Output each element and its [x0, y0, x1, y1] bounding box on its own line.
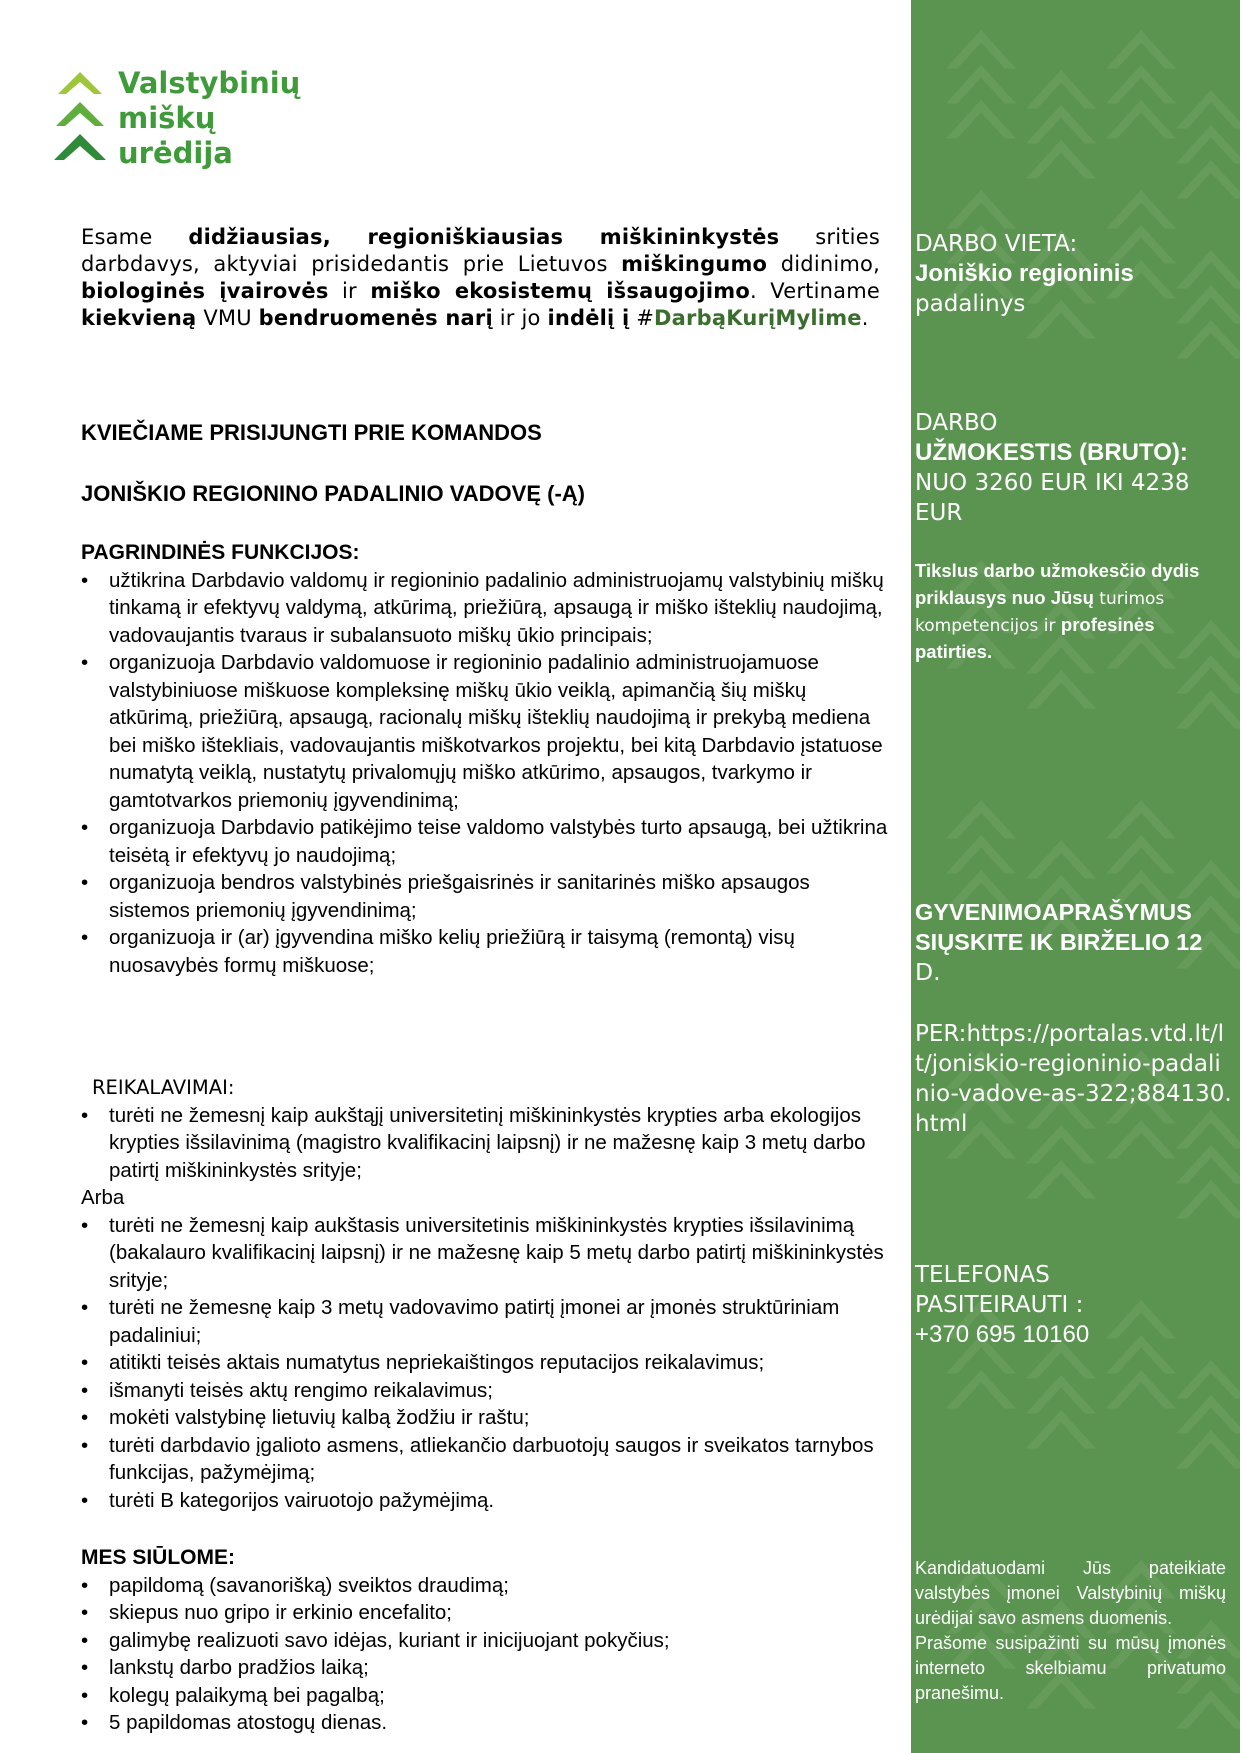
logo: [54, 66, 314, 176]
apply-label: PER:: [915, 1021, 967, 1047]
intro-part: . Vertiname: [749, 279, 880, 303]
logo-line-2: miškų: [118, 101, 216, 135]
privacy-text-2: Prašome susipažinti su mūsų įmonės interneto skelbiamu privatumo pranešimu.: [915, 1633, 1226, 1703]
function-item: • organizuoja ir (ar) įgyvendina miško kelių priežiūrą ir taisymą (remontą) visų nuosavybės formų miškuose;: [81, 924, 891, 979]
offer-item: • galimybę realizuoti savo idėjas, kuriant ir inicijuojant pokyčius;: [81, 1627, 891, 1655]
salary-note-mid: turimos kompetencijos ir: [915, 589, 1165, 636]
requirement-item: • turėti ne žemesnę kaip 3 metų vadovavimo patirtį įmonei ar įmonės struktūriniam padaliniui;: [81, 1294, 891, 1349]
intro-part: VMU: [196, 306, 259, 330]
phone-label: TELEFONAS PASITEIRAUTI :: [915, 1262, 1084, 1318]
apply-url[interactable]: https://portalas.vtd.lt/lt/joniskio-regioninio-padalinio-vadove-as-322;884130.html: [915, 1021, 1232, 1137]
functions-section: [81, 539, 891, 979]
salary-note-end: profesinės patirties.: [915, 614, 1155, 662]
location-label: DARBO VIETA:: [915, 231, 1078, 257]
offer-title: MES SIŪLOME:: [81, 1546, 236, 1569]
sidebar: [911, 0, 1240, 1753]
intro-part: indėlį į: [547, 306, 630, 330]
intro-paragraph: [81, 224, 880, 332]
intro-part: miškingumo: [621, 252, 768, 276]
salary-note-bold: Tikslus darbo užmokesčio dydis priklausys nuo Jūsų: [915, 560, 1200, 608]
intro-part: didžiausias, regioniškiausias miškininkystės: [188, 225, 780, 249]
offer-item: • 5 papildomas atostogų dienas.: [81, 1709, 891, 1737]
salary-bold: UŽMOKESTIS (BRUTO):: [915, 439, 1188, 466]
intro-part: didinimo,: [767, 252, 880, 276]
intro-part: biologinės įvairovės: [81, 279, 329, 303]
intro-part: kiekvieną: [81, 306, 197, 330]
functions-title: PAGRINDINĖS FUNKCIJOS:: [81, 541, 360, 564]
phone-block: [915, 1260, 1226, 1350]
cv-deadline: GYVENIMOAPRAŠYMUS SIŲSKITE IK BIRŽELIO 12: [915, 899, 1203, 955]
location-bold: Joniškio regioninis: [915, 260, 1134, 287]
privacy-note: [915, 1556, 1226, 1706]
tree-logo-icon: [54, 68, 106, 168]
logo-line-3: urėdija: [118, 136, 233, 170]
apply-link-block: [915, 1019, 1234, 1139]
offer-item: • lankstų darbo pradžios laiką;: [81, 1654, 891, 1682]
function-item: • užtikrina Darbdavio valdomų ir regioninio padalinio administruojamų valstybinių miškų tinkamą ir efektyvų valdymą, atkūrimą, priežiūrą, apsaugą ir miško išteklių naudojimą, vadovaujantis tvaraus ir subalansuoto miškų ūkio principais;: [81, 567, 891, 650]
requirements-list-2: [81, 1212, 891, 1515]
offer-item: • skiepus nuo gripo ir erkinio encefalito;: [81, 1599, 891, 1627]
salary-label: DARBO: [915, 410, 998, 436]
intro-end: .: [861, 306, 869, 330]
logo-text: [118, 66, 300, 171]
requirement-item: • turėti ne žemesnį kaip aukštąjį universitetinį miškininkystės krypties arba ekologijos krypties išsilavinimą (magistro kvalifikacinį laipsnį) ir ne mažesnę kaip 3 metų darbo patirtį miškininkystės srityje;: [81, 1102, 891, 1185]
function-item: • organizuoja Darbdavio patikėjimo teise valdomo valstybės turto apsaugą, bei užtikrina teisėtą ir efektyvų jo naudojimą;: [81, 814, 891, 869]
requirement-item: • turėti ne žemesnį kaip aukštasis universitetinis miškininkystės krypties išsilavinimą (bakalauro kvalifikacinį laipsnį) ir ne mažesnę kaip 5 metų darbo patirtį miškininkystės srityje;: [81, 1212, 891, 1295]
intro-part: miško ekosistemų išsaugojimo: [370, 279, 750, 303]
location-block: [915, 229, 1226, 319]
requirements-list-1: [81, 1102, 891, 1185]
intro-part: bendruomenės narį: [258, 306, 493, 330]
requirements-or: Arba: [81, 1186, 125, 1209]
function-item: • organizuoja bendros valstybinės priešgaisrinės ir sanitarinės miško apsaugos sistemos priemonių įgyvendinimą;: [81, 869, 891, 924]
salary-value: NUO 3260 EUR IKI 4238 EUR: [915, 470, 1190, 526]
requirement-item: • turėti darbdavio įgalioto asmens, atliekančio darbuotojų saugos ir sveikatos tarnybos funkcijas, pažymėjimą;: [81, 1432, 891, 1487]
offer-list: [81, 1572, 891, 1737]
offer-item: • papildomą (savanorišką) sveiktos draudimą;: [81, 1572, 891, 1600]
requirements-section: [81, 1074, 891, 1514]
intro-part: #: [629, 306, 655, 330]
cv-deadline-block: [915, 897, 1226, 987]
intro-part: ir: [328, 279, 371, 303]
position-heading: JONIŠKIO REGIONINO PADALINIO VADOVĘ (-Ą): [81, 481, 585, 506]
privacy-text-1: Kandidatuodami Jūs pateikiate valstybės įmonei Valstybinių miškų urėdijai savo asmens duomenis.: [915, 1558, 1226, 1628]
hashtag: DarbąKurįMylime: [654, 306, 862, 330]
requirement-item: • mokėti valstybinę lietuvių kalbą žodžiu ir raštu;: [81, 1404, 891, 1432]
requirement-item: • išmanyti teisės aktų rengimo reikalavimus;: [81, 1377, 891, 1405]
salary-note: [915, 558, 1210, 666]
phone-number[interactable]: +370 695 10160: [915, 1321, 1090, 1348]
requirement-item: • atitikti teisės aktais numatytus nepriekaištingos reputacijos reikalavimus;: [81, 1349, 891, 1377]
invite-heading: KVIEČIAME PRISIJUNGTI PRIE KOMANDOS: [81, 420, 542, 445]
cv-deadline-end: D.: [915, 958, 941, 986]
offer-section: [81, 1544, 891, 1737]
intro-part: ir jo: [492, 306, 548, 330]
location-rest: padalinys: [915, 291, 1026, 317]
functions-list: [81, 567, 891, 980]
salary-block: [915, 408, 1226, 528]
intro-part: srities darbdavys, aktyviai prisidedantis prie Lietuvos: [81, 225, 880, 276]
logo-line-1: Valstybinių: [118, 66, 301, 100]
offer-item: • kolegų palaikymą bei pagalbą;: [81, 1682, 891, 1710]
requirements-title: REIKALAVIMAI:: [92, 1076, 235, 1099]
intro-part: Esame: [81, 225, 189, 249]
function-item: • organizuoja Darbdavio valdomuose ir regioninio padalinio administruojamuose valstybiniuose miškuose kompleksinę miškų ūkio veiklą, apimančią šių miškų atkūrimą, priežiūrą, apsaugą, racionalų miškų išteklių naudojimą ir prekybą mediena bei miško ištekliais, vadovaujantis miškotvarkos projektu, bei kitą Darbdavio įstatuose numatytą veiklą, nustatytų privalomųjų miško atkūrimo, apsaugos, tvarkymo ir gamtotvarkos priemonių įgyvendinimą;: [81, 649, 891, 814]
requirement-item: • turėti B kategorijos vairuotojo pažymėjimą.: [81, 1487, 891, 1515]
